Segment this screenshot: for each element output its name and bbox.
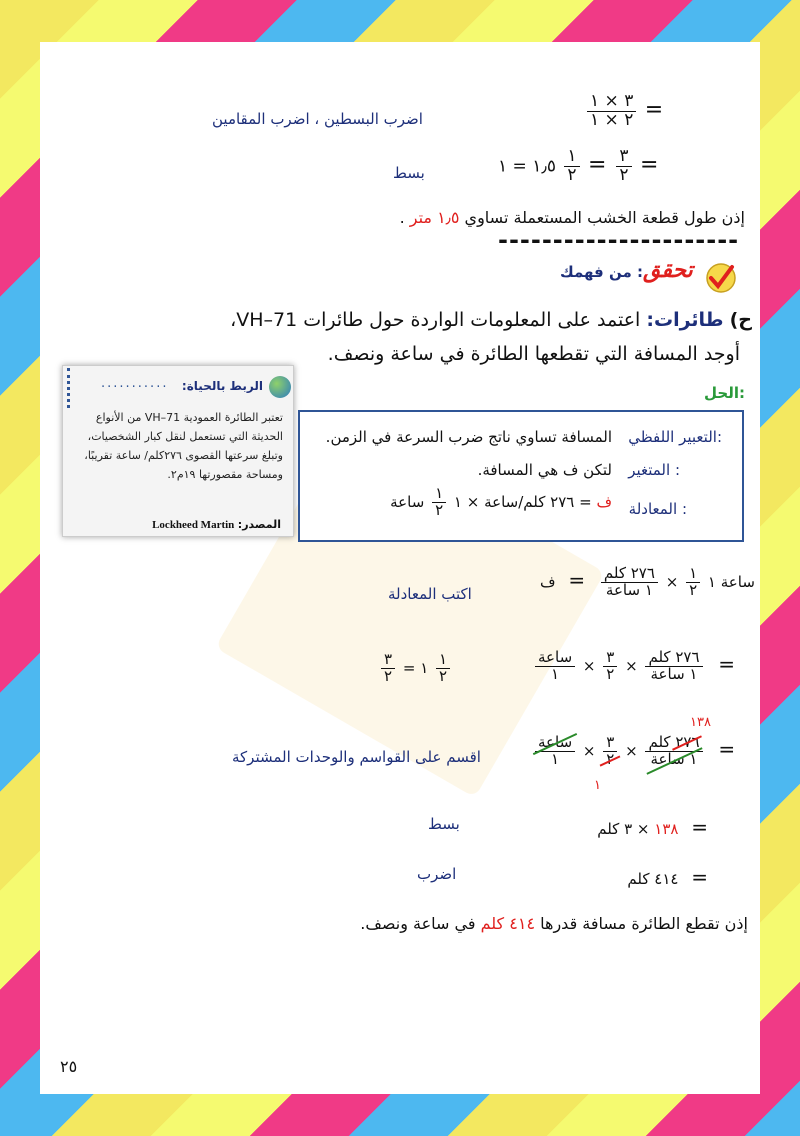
r3-three: ٣ (603, 735, 617, 752)
r2-1-hour: ١ ساعة (650, 664, 698, 683)
equation-label: المعادلة : (628, 500, 687, 518)
variable-label: المتغير : (628, 461, 680, 479)
final-prefix: إذن تقطع الطائرة مسافة قدرها (540, 914, 748, 933)
term-half-den: ٢ (689, 580, 698, 599)
equation-var: ف (596, 492, 612, 511)
r2-times1: × (582, 656, 596, 675)
step2-result: ١٫٥ (532, 156, 556, 177)
note-num: ١ (436, 652, 450, 669)
equation-den: ٢ (435, 500, 444, 519)
cancel-top-value: ١٣٨ (690, 715, 711, 730)
r3-276: ٢٧٦ (675, 733, 700, 751)
problem-line2: أوجد المسافة التي تقطعها الطائرة في ساعة ونصف. (327, 343, 740, 365)
mixed-num: ١ (564, 148, 579, 167)
r2-one: ١ (551, 664, 560, 683)
term-hour: ساعة (720, 572, 755, 591)
conclusion-suffix: . (399, 208, 405, 227)
equation-num: ١ (432, 486, 446, 503)
r3-two: ٢ (606, 749, 615, 768)
sidebar-source (152, 518, 281, 531)
step1-denominator: ٢ × ١ (590, 109, 634, 130)
step-row-2 (532, 650, 743, 683)
r3-eq: = (718, 736, 736, 761)
term-eq: = (568, 567, 586, 592)
step2-expression: ١٫٥ = ١ $\frac{١}{٢}$ = $\frac{٣}{٢}$ = (498, 146, 659, 185)
sidebar-dots-vertical (67, 368, 74, 408)
r3-one: ١ (551, 749, 560, 768)
r2-two: ٢ (606, 664, 615, 683)
r4-eq: = (691, 815, 708, 839)
verbal-label: التعبير اللفظي: (628, 428, 722, 446)
equation-unit: ساعة (390, 492, 425, 511)
r3-1-hour: ١ ساعة (650, 749, 698, 768)
r3-hour-den-cancel (648, 749, 701, 768)
mixed-den: ٢ (567, 164, 577, 185)
equation-text: = ٢٧٦ كلم/ساعة × (466, 492, 592, 511)
conclusion-prefix: إذن طول قطعة الخشب المستعملة تساوي (464, 208, 745, 227)
r3-hour: ساعة (538, 733, 573, 751)
note-eq-num: ٣ (381, 652, 395, 669)
source-value: Lockheed Martin (152, 519, 235, 531)
equals-sign: = (644, 97, 664, 123)
verbal-text: المسافة تساوي ناتج ضرب السرعة في الزمن. (325, 428, 612, 446)
step-note-write: اكتب المعادلة (388, 585, 472, 603)
term-f: ف (540, 572, 556, 591)
step1-numerator: ٣ × ١ (587, 93, 636, 112)
r3-two-cancel (603, 749, 617, 768)
sidebar-body: تعتبر الطائرة العمودية VH–71 من الأنواع الحديثة التي تستعمل لنقل كبار الشخصيات، وتبلغ سرعتها القصوى ٢٧٦كلم/ ساعة تقريبًا، ومساحة مقصورتها ١٩م٢. (84, 411, 283, 481)
step-row-3 (532, 735, 743, 768)
step-row-4 (597, 815, 708, 839)
section-divider: ---------------------- (498, 226, 740, 254)
variable-text: لتكن ف هي المسافة. (477, 461, 612, 479)
r5-eq: = (691, 865, 708, 889)
source-label: المصدر: (237, 518, 281, 531)
step1-expression (584, 93, 663, 130)
wood-conclusion (400, 208, 745, 227)
r2-276: ٢٧٦ كلم (645, 650, 702, 667)
term-276: ٢٧٦ كلم (601, 566, 658, 583)
problem-line1 (230, 309, 752, 331)
improper-den: ٢ (619, 164, 629, 185)
globe-icon (269, 376, 291, 398)
r2-hour: ساعة (535, 650, 575, 667)
sidebar-heading: الربط بالحياة: (181, 379, 263, 393)
sidebar-dots: ........... (101, 376, 169, 391)
term-whole: ١ (707, 572, 716, 591)
note-eq-den: ٢ (384, 666, 393, 685)
step-note-simplify: بسط (428, 815, 460, 833)
page-number: ٢٥ (60, 1057, 78, 1076)
step-note-mixed: $\frac{٣}{٢}$ = ١ $\frac{١}{٢}$ (378, 652, 453, 685)
r5-expr: ٤١٤ كلم (627, 870, 679, 888)
problem-text-1: اعتمد على المعلومات الواردة حول طائرات VH–71، (230, 309, 641, 331)
final-conclusion (360, 914, 748, 933)
final-value: ٤١٤ كلم (480, 914, 536, 933)
step-note-cancel: اقسم على القواسم والوحدات المشتركة (232, 748, 481, 766)
r3-times2: × (625, 741, 638, 760)
real-life-sidebar (62, 365, 294, 537)
r3-hour-cancel (535, 735, 575, 752)
r4-138: ١٣٨ (654, 820, 679, 838)
final-suffix: في ساعة ونصف. (360, 914, 476, 933)
note-whole: ١ (420, 658, 429, 677)
equation-expression (390, 486, 612, 519)
r3-276-cancel (675, 733, 699, 751)
term-1-hour: ١ ساعة (605, 580, 653, 599)
step-note-multiply: اضرب (417, 865, 457, 883)
r3-times1: × (582, 741, 596, 760)
mixed-whole: ١ (498, 156, 508, 177)
term-half-num: ١ (686, 566, 700, 583)
problem-topic: طائرات: (646, 309, 724, 331)
term-times: × (665, 572, 679, 591)
cancel-bottom-value: ١ (594, 778, 601, 793)
step-row-1 (540, 566, 755, 599)
note-den: ٢ (439, 666, 448, 685)
improper-num: ٣ (616, 148, 631, 167)
step1-note: اضرب البسطين ، اضرب المقامين (212, 110, 423, 128)
solution-label: الحل: (704, 384, 745, 402)
equation-whole: ١ (453, 492, 462, 511)
check-subtitle: من فهمك : (560, 263, 643, 281)
checkmark-icon (705, 262, 737, 294)
step2-note: بسط (393, 164, 425, 182)
r3-km: كلم (648, 733, 671, 751)
r4-expr: × ٣ كلم (597, 820, 650, 838)
r2-three: ٣ (603, 650, 617, 667)
problem-letter: ح) (729, 309, 752, 331)
r2-eq: = (718, 651, 736, 676)
solution-box (298, 410, 744, 542)
r2-times2: × (625, 656, 638, 675)
step-row-5 (627, 865, 708, 889)
check-title: تحقق (643, 258, 693, 283)
conclusion-value: ١٫٥ متر (409, 208, 460, 227)
